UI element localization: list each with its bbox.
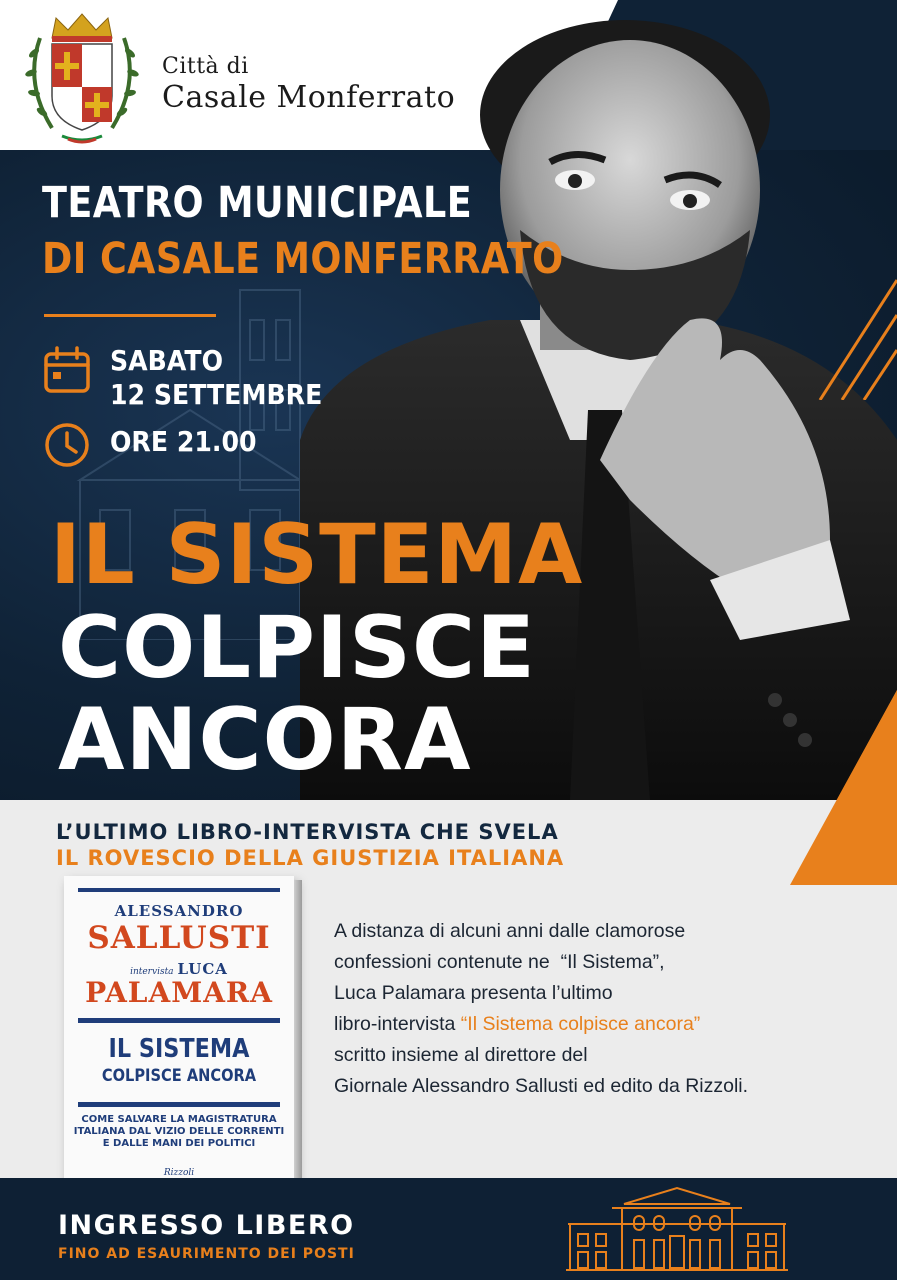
- headline-line1: IL SISTEMA: [50, 506, 584, 603]
- description-line6: Giornale Alessandro Sallusti ed edito da Rizzoli.: [334, 1075, 749, 1097]
- book-desc-line2: ITALIANA DAL VIZIO DELLE CORRENTI: [73, 1126, 285, 1137]
- book-rule-low: [78, 1102, 280, 1107]
- book-interviewee-first: LUCA: [177, 960, 228, 978]
- description-line4-text: libro-intervista: [334, 1013, 461, 1035]
- description-line2: confessioni contenute ne “Il Sistema”,: [334, 951, 665, 973]
- book-publisher: Rizzoli: [163, 1168, 195, 1178]
- headline-line3: ANCORA: [58, 690, 472, 790]
- book-title-line2: COLPISCE ANCORA: [101, 1066, 257, 1086]
- description-line1: A distanza di alcuni anni dalle clamorose: [334, 920, 686, 942]
- description-line4: [334, 1009, 854, 1040]
- decorative-stripes: [780, 270, 897, 400]
- free-entry-label: INGRESSO LIBERO: [58, 1210, 355, 1241]
- book-rule-mid: [78, 1018, 280, 1023]
- book-author-first: ALESSANDRO: [114, 902, 244, 920]
- event-time: ORE 21.00: [110, 425, 257, 458]
- book-description: [70, 1114, 288, 1150]
- subtitle-line2: IL ROVESCIO DELLA GIUSTIZIA ITALIANA: [56, 846, 565, 870]
- venue-divider: [44, 314, 216, 317]
- city-coat-of-arms-icon: [22, 8, 142, 148]
- city-name-line1: Città di: [162, 54, 249, 79]
- subtitle-line1: L’ULTIMO LIBRO-INTERVISTA CHE SVELA: [56, 820, 559, 844]
- book-spine: [294, 880, 302, 1198]
- event-day: SABATO: [110, 344, 224, 377]
- event-description: [334, 916, 854, 1102]
- description-line5: scritto insieme al direttore del: [334, 1044, 588, 1066]
- calendar-icon: [42, 345, 92, 395]
- book-intervista-word: intervista: [130, 967, 174, 977]
- headline-line2: COLPISCE: [58, 598, 536, 698]
- seating-note: FINO AD ESAURIMENTO DEI POSTI: [58, 1246, 355, 1262]
- event-date: 12 SETTEMBRE: [110, 378, 323, 411]
- venue-city: DI CASALE MONFERRATO: [42, 234, 564, 284]
- city-name-line2: Casale Monferrato: [162, 80, 456, 115]
- book-cover: [64, 876, 294, 1200]
- decorative-triangle-overlay: [790, 690, 897, 890]
- theatre-building-icon: [564, 1186, 790, 1272]
- clock-icon: [42, 420, 92, 470]
- book-interviewee-last: PALAMARA: [85, 976, 273, 1009]
- book-desc-line1: COME SALVARE LA MAGISTRATURA: [81, 1114, 277, 1125]
- description-book-title: “Il Sistema colpisce ancora”: [460, 1013, 701, 1035]
- book-desc-line3: E DALLE MANI DEI POLITICI: [102, 1138, 256, 1149]
- venue-name: TEATRO MUNICIPALE: [42, 178, 473, 228]
- book-rule-top: [78, 888, 280, 892]
- book-title-line1: IL SISTEMA: [108, 1034, 250, 1064]
- book-author-last: SALLUSTI: [87, 920, 271, 956]
- description-line3: Luca Palamara presenta l’ultimo: [334, 982, 613, 1004]
